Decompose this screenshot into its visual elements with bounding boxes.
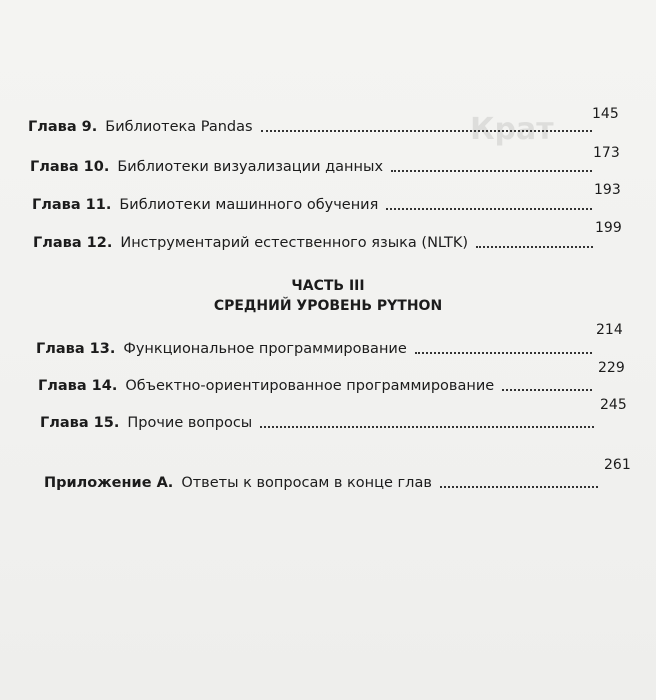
page-number: 145 [592,106,619,122]
part-title: СРЕДНИЙ УРОВЕНЬ PYTHON [213,298,443,314]
appendix-label: Приложение А. [44,475,174,491]
page-number: 261 [604,457,631,473]
page-number: 214 [596,322,623,338]
dot-leader [440,485,598,488]
chapter-label: Глава 10. [30,159,110,175]
chapter-title: Прочие вопросы [127,415,253,431]
chapter-title: Библиотека Pandas [105,119,253,135]
chapter-title: Функциональное программирование [123,341,407,357]
dot-leader [391,169,592,172]
toc-entry [32,196,596,214]
dot-leader [261,129,592,132]
chapter-title: Объектно-ориентированное программирование [125,378,495,394]
dot-leader [415,351,592,354]
chapter-label: Глава 13. [36,341,116,357]
toc-entry [44,474,602,492]
dot-leader [386,207,592,210]
part-number: ЧАСТЬ III [291,278,365,294]
chapter-label: Глава 15. [40,415,120,431]
chapter-label: Глава 14. [38,378,118,394]
dot-leader [502,388,592,391]
chapter-title: Библиотеки визуализации данных [117,159,384,175]
page-number: 173 [593,145,620,161]
page-number: 199 [595,220,622,236]
toc-entry [36,340,596,358]
chapter-label: Глава 12. [33,235,113,251]
part-heading [0,276,656,316]
chapter-title: Библиотеки машинного обучения [119,197,379,213]
chapter-label: Глава 11. [32,197,112,213]
toc-entry [40,414,598,432]
chapter-label: Глава 9. [28,119,98,135]
toc-entry [28,118,596,136]
page-number: 245 [600,397,627,413]
chapter-title: Инструментарий естественного языка (NLTK) [120,235,469,251]
bleed-through-text: Крат [470,112,554,147]
toc-entry [38,377,596,395]
page-number: 229 [598,360,625,376]
toc-entry [30,158,596,176]
toc-entry [33,234,597,252]
dot-leader [476,245,593,248]
dot-leader [260,425,594,428]
page-number: 193 [594,182,621,198]
appendix-title: Ответы к вопросам в конце глав [181,475,432,491]
